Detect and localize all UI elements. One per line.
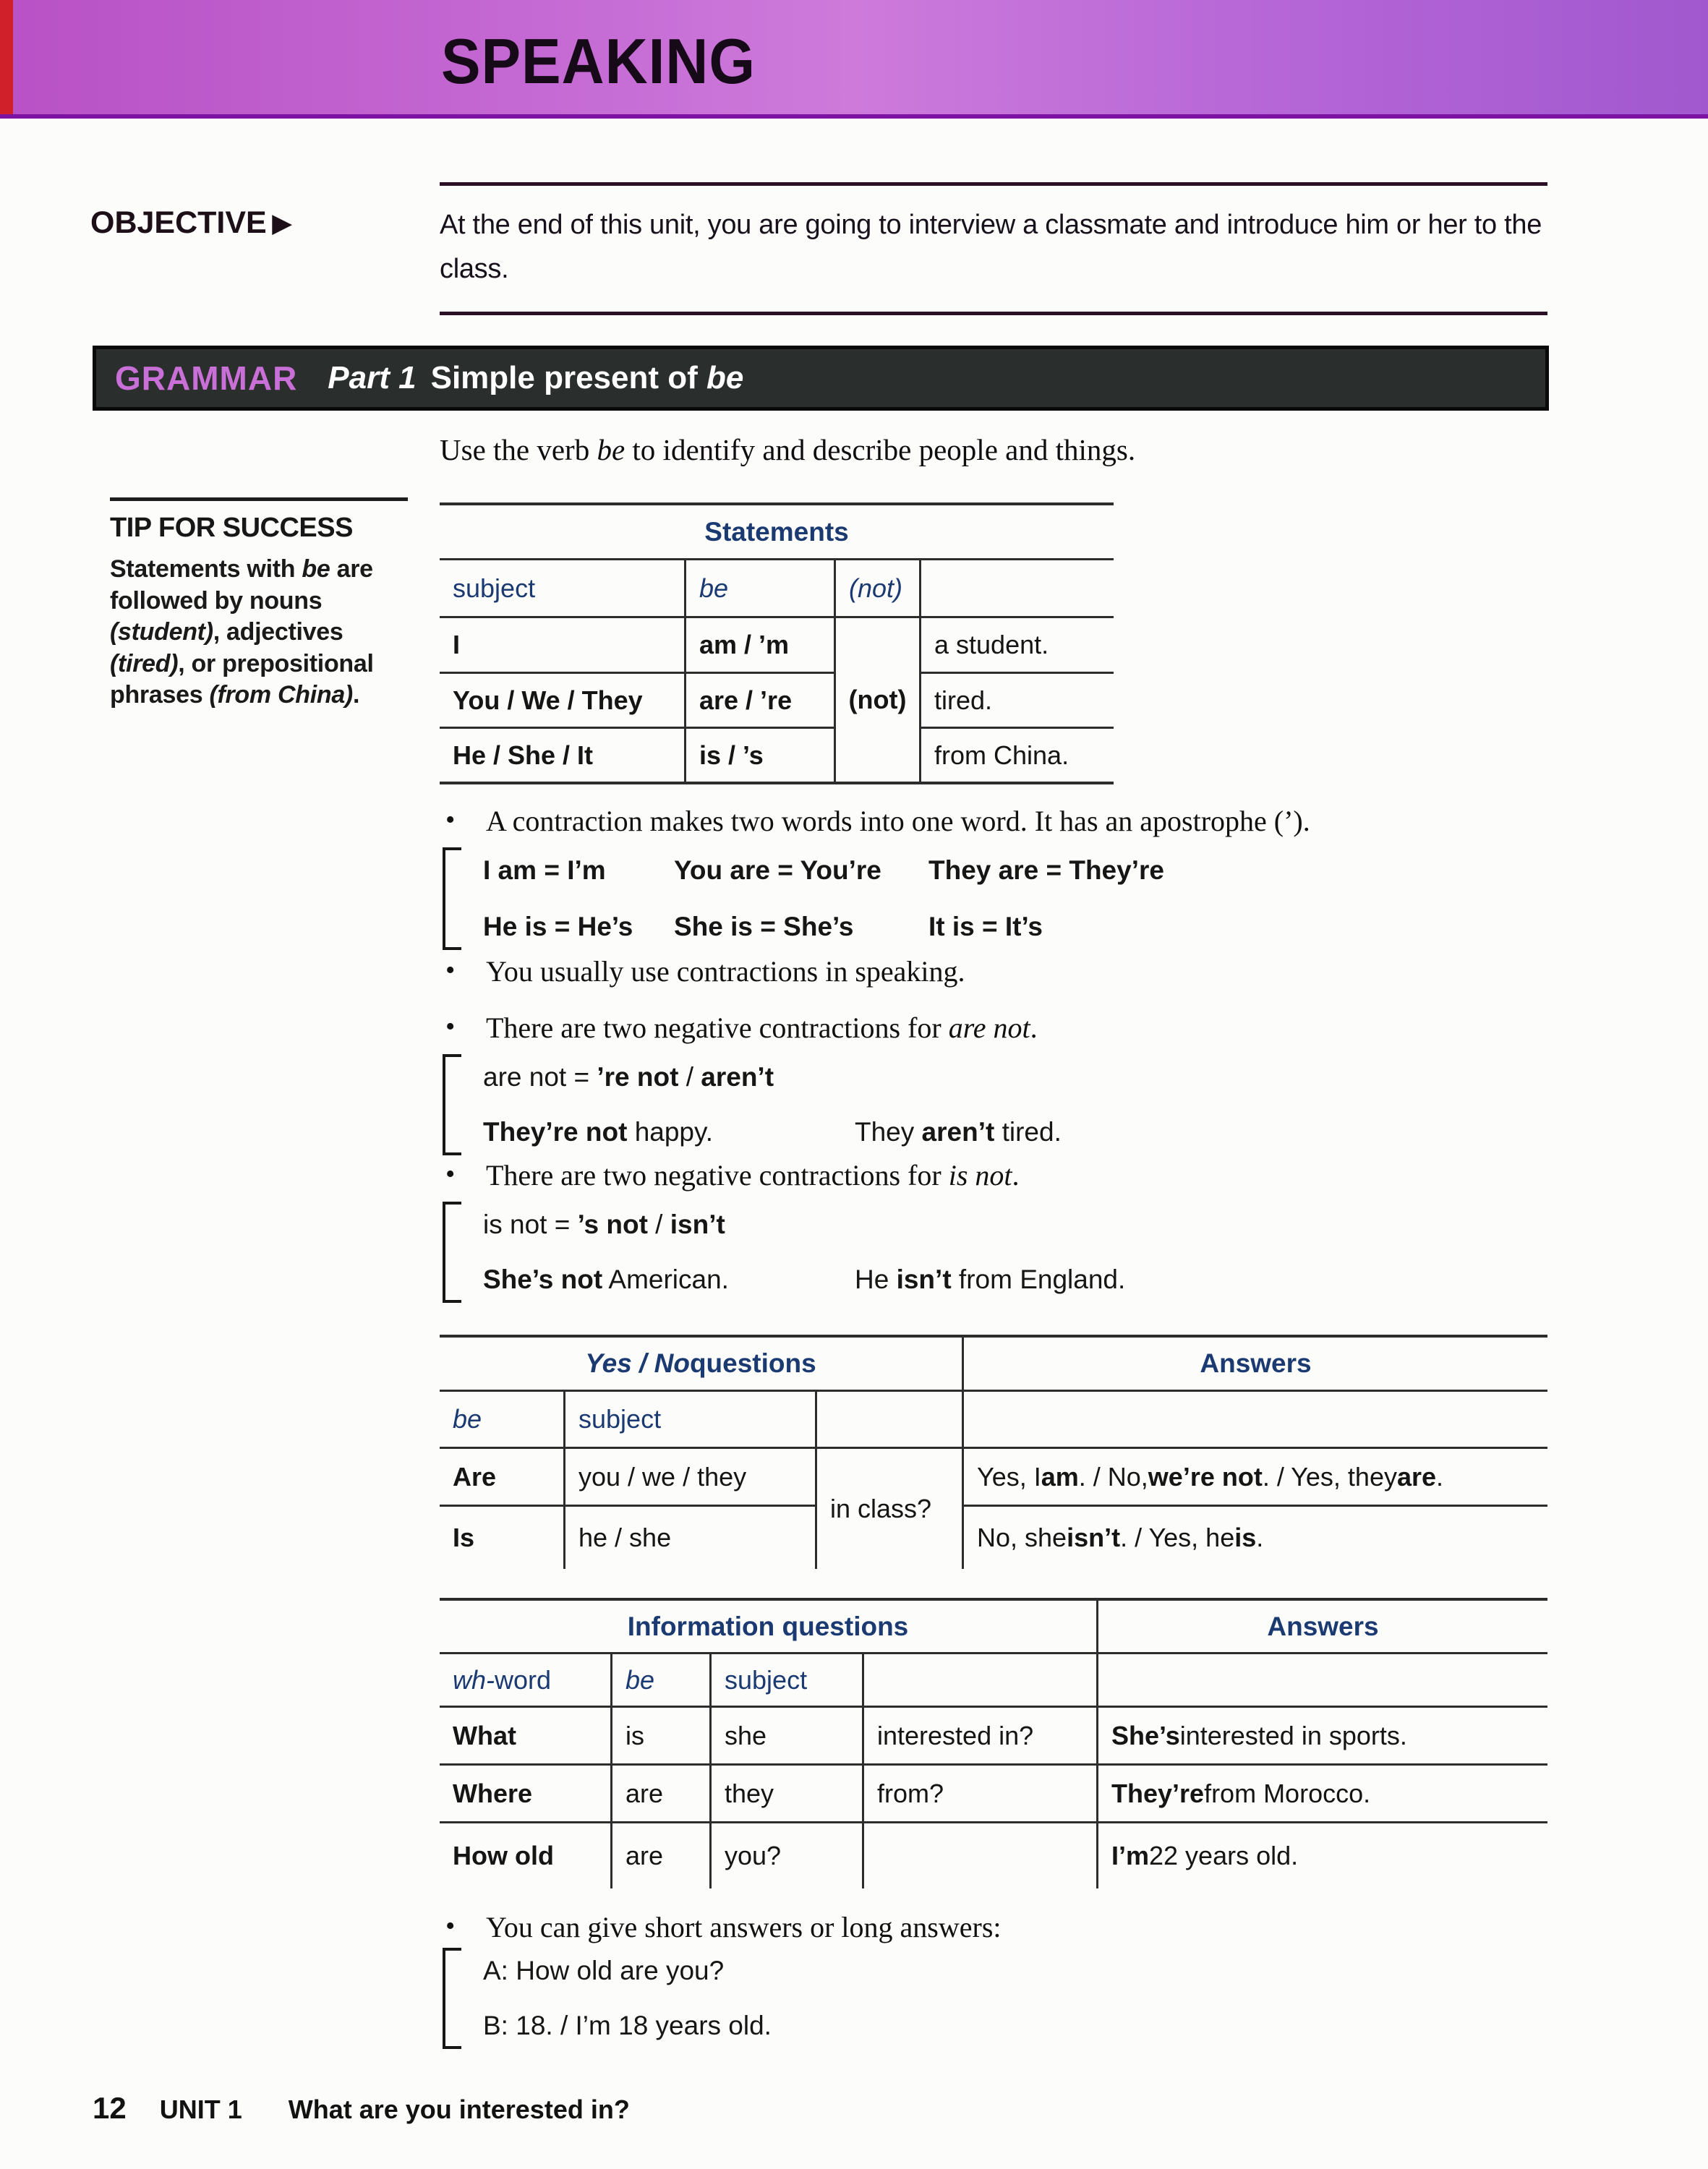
information-questions-table xyxy=(440,1598,1547,1888)
table-cell: Are xyxy=(440,1449,563,1507)
col-header-empty xyxy=(962,1392,1547,1449)
table-cell: from China. xyxy=(919,729,1114,784)
col-header-be: be xyxy=(684,560,834,618)
contraction-examples-grid xyxy=(483,853,1571,944)
table-cell: they xyxy=(709,1766,862,1823)
table-cell: is / ’s xyxy=(684,729,834,784)
table-cell-shared-phrase: in class? xyxy=(815,1449,962,1569)
table-cell: I’m 22 years old. xyxy=(1096,1823,1547,1888)
example-sentence-row xyxy=(483,1115,1571,1150)
info-answers-title: Answers xyxy=(1096,1598,1547,1654)
statements-table-title: Statements xyxy=(440,502,1114,560)
table-cell: He / She / It xyxy=(440,729,684,784)
col-header-subject: subject xyxy=(563,1392,815,1449)
table-cell: No, she isn’t . / Yes, he is . xyxy=(962,1507,1547,1569)
unit-label: UNIT 1 xyxy=(159,2095,242,2124)
table-cell xyxy=(862,1823,1096,1888)
table-cell: I xyxy=(440,618,684,674)
table-cell: am / ’m xyxy=(684,618,834,674)
grammar-part-label: Part 1 xyxy=(328,360,417,395)
example-sentence: He isn’t from England. xyxy=(855,1265,1126,1295)
yn-answers-title: Answers xyxy=(962,1335,1547,1392)
table-cell: You / We / They xyxy=(440,674,684,729)
example-item: He is = He’s xyxy=(483,912,633,942)
col-header-wh-word: wh- word xyxy=(440,1654,610,1708)
spine-red-stripe xyxy=(0,0,13,114)
bullet-speaking-note xyxy=(440,954,1582,988)
table-cell: are xyxy=(610,1823,709,1888)
qa-example-block xyxy=(443,1948,1571,2049)
example-item: She is = She’s xyxy=(674,912,854,942)
bullet-answers-note xyxy=(440,1910,1582,1944)
example-item: You are = You’re xyxy=(674,855,881,885)
col-header-empty xyxy=(919,560,1114,618)
grammar-section-bar xyxy=(93,346,1549,411)
info-table-title: Information questions xyxy=(440,1598,1096,1654)
table-cell: she xyxy=(709,1708,862,1766)
bullet-text: You can give short answers or long answers: xyxy=(486,1911,1002,1943)
contraction-examples-block xyxy=(443,847,1571,950)
contraction-rule: is not = ’s not / isn’t xyxy=(483,1210,725,1239)
statements-table xyxy=(440,502,1114,784)
grammar-title: Simple present of be xyxy=(430,360,744,395)
objective-arrow-icon: ▶ xyxy=(272,210,291,237)
bullet-dot: • xyxy=(445,1011,456,1042)
table-cell-not-span: (not) xyxy=(834,618,919,784)
bullet-dot: • xyxy=(445,805,456,835)
table-cell: She’s interested in sports. xyxy=(1096,1708,1547,1766)
objective-text: At the end of this unit, you are going to interview a classmate and introduce him or her to the class. xyxy=(440,210,1542,284)
col-header-not: (not) xyxy=(834,560,919,618)
lead-sentence: Use the verb be to identify and describe people and things. xyxy=(440,433,1136,466)
col-header-be: be xyxy=(440,1392,563,1449)
bullet-dot: • xyxy=(445,955,456,985)
table-cell: Where xyxy=(440,1766,610,1823)
tip-heading: TIP FOR SUCCESS xyxy=(110,513,353,543)
objective-body xyxy=(440,182,1547,315)
table-cell: are xyxy=(610,1766,709,1823)
page-number: 12 xyxy=(93,2091,127,2125)
grammar-label: GRAMMAR xyxy=(115,359,298,397)
table-cell: Yes, I am . / No, we’re not . / Yes, they are . xyxy=(962,1449,1547,1507)
table-cell: tired. xyxy=(919,674,1114,729)
table-cell: he / she xyxy=(563,1507,815,1569)
col-header-empty xyxy=(815,1392,962,1449)
yn-table-title: Yes / No questions xyxy=(440,1335,962,1392)
example-item: I am = I’m xyxy=(483,855,606,885)
table-cell: Is xyxy=(453,1523,475,1552)
qa-line-a: A: How old are you? xyxy=(483,1956,725,1985)
col-header-empty xyxy=(1096,1654,1547,1708)
page-footer xyxy=(93,2091,630,2126)
table-cell: is xyxy=(610,1708,709,1766)
objective-label-text: OBJECTIVE xyxy=(90,205,267,240)
page-banner xyxy=(0,0,1708,119)
example-sentence-row xyxy=(483,1262,1571,1297)
bullet-text: There are two negative contractions for is not. xyxy=(486,1159,1020,1192)
table-cell: you / we / they xyxy=(563,1449,815,1507)
tip-body: Statements with be are followed by nouns (student), adjectives (tired), or prepositional phrases (from China). xyxy=(110,555,374,709)
table-cell: interested in? xyxy=(862,1708,1096,1766)
example-item: They are = They’re xyxy=(928,855,1164,885)
bullet-text: There are two negative contractions for are not. xyxy=(486,1011,1038,1044)
col-header-subject: subject xyxy=(440,560,684,618)
bullet-contraction-intro xyxy=(440,804,1582,838)
bullet-dot: • xyxy=(445,1159,456,1189)
section-title: SPEAKING xyxy=(441,25,756,97)
example-sentence: They’re not happy. xyxy=(483,1117,714,1147)
col-header-subject: subject xyxy=(709,1654,862,1708)
table-cell: They’re from Morocco. xyxy=(1096,1766,1547,1823)
qa-line-b: B: 18. / I’m 18 years old. xyxy=(483,2011,772,2041)
bullet-text: You usually use contractions in speaking. xyxy=(486,955,965,988)
contraction-rule: are not = ’re not / aren’t xyxy=(483,1062,774,1092)
objective-label xyxy=(90,205,291,241)
bullet-dot: • xyxy=(445,1911,456,1941)
table-cell: a student. xyxy=(919,618,1114,674)
bullet-is-not-intro xyxy=(440,1158,1582,1192)
example-item: It is = It’s xyxy=(928,912,1043,942)
yes-no-questions-table xyxy=(440,1335,1547,1569)
unit-question: What are you interested in? xyxy=(288,2095,630,2124)
col-header-empty xyxy=(862,1654,1096,1708)
table-cell: are / ’re xyxy=(684,674,834,729)
table-cell: How old xyxy=(453,1841,554,1870)
example-sentence: They aren’t tired. xyxy=(855,1117,1062,1147)
are-not-examples-block xyxy=(443,1054,1571,1155)
bullet-are-not-intro xyxy=(440,1011,1582,1045)
example-sentence: She’s not American. xyxy=(483,1265,729,1295)
col-header-be: be xyxy=(610,1654,709,1708)
is-not-examples-block xyxy=(443,1202,1571,1303)
bullet-text: A contraction makes two words into one word. It has an apostrophe (’). xyxy=(486,805,1310,837)
table-cell: you? xyxy=(709,1823,862,1888)
tip-for-success-box xyxy=(110,497,408,711)
table-cell: What xyxy=(440,1708,610,1766)
table-cell: from? xyxy=(862,1766,1096,1823)
